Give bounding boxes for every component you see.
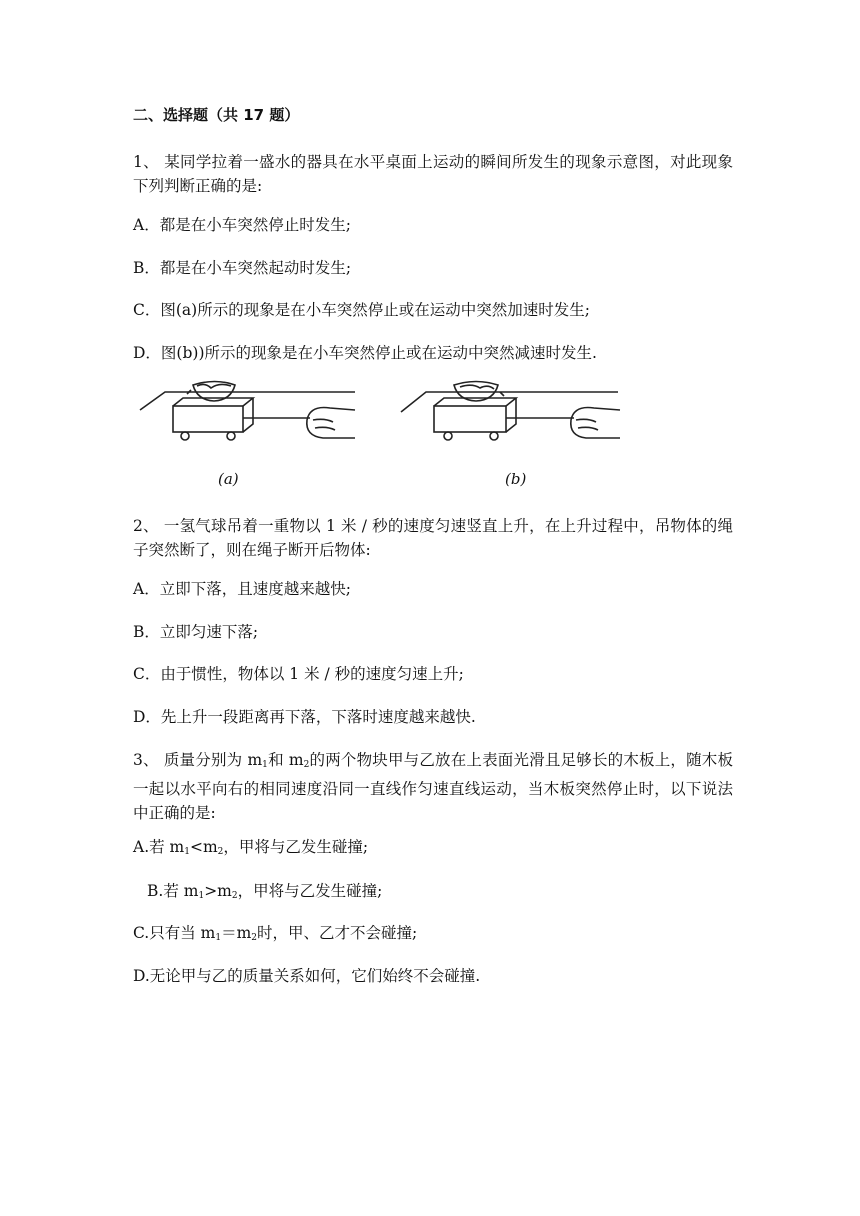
figure-b-caption: (b): [505, 470, 527, 488]
q3-option-b: B.若 $m_1>m_2$，甲将与乙发生碰撞;: [147, 882, 383, 901]
q1-option-d: D．图(b))所示的现象是在小车突然停止或在运动中突然减速时发生.: [133, 344, 597, 362]
q1-option-a: A．都是在小车突然停止时发生;: [133, 216, 351, 234]
figure-a-caption: (a): [218, 470, 239, 488]
question-1-stem: 1、 某同学拉着一盛水的器具在水平桌面上运动的瞬间所发生的现象示意图，对此现象下列判断正确的是:: [133, 153, 733, 195]
question-3-stem: 3、 质量分别为 $m_1$和 $m_2$的两个物块甲与乙放在上表面光滑且足够长的木板上，随木板一起以水平向右的相同速度沿同一直线作匀速直线运动，当木板突然停止时，以下说法中正确的是:: [133, 751, 733, 822]
q1-option-c: C．图(a)所示的现象是在小车突然停止或在运动中突然加速时发生;: [133, 301, 590, 319]
figure-a-illustration: [135, 380, 370, 460]
q3-option-a: A.若 $m_1<m_2$，甲将与乙发生碰撞;: [133, 838, 369, 857]
q2-option-d: D．先上升一段距离再下落，下落时速度越来越快.: [133, 708, 476, 726]
section-title: 二、选择题（共 17 题）: [133, 106, 300, 124]
q2-option-c: C．由于惯性，物体以 1 米 / 秒的速度匀速上升;: [133, 665, 464, 683]
q2-option-a: A．立即下落，且速度越来越快;: [133, 580, 351, 598]
q3-option-d: D.无论甲与乙的质量关系如何，它们始终不会碰撞.: [133, 967, 481, 985]
q3-option-c: C.只有当 $m_1=m_2$时，甲、乙才不会碰撞;: [133, 924, 418, 943]
q1-option-b: B．都是在小车突然起动时发生;: [133, 259, 352, 277]
figure-b-illustration: [396, 380, 636, 460]
q2-option-b: B．立即匀速下落;: [133, 623, 259, 641]
question-2-stem: 2、 一氢气球吊着一重物以 1 米 / 秒的速度匀速竖直上升，在上升过程中，吊物体的绳子突然断了，则在绳子断开后物体:: [133, 517, 733, 559]
